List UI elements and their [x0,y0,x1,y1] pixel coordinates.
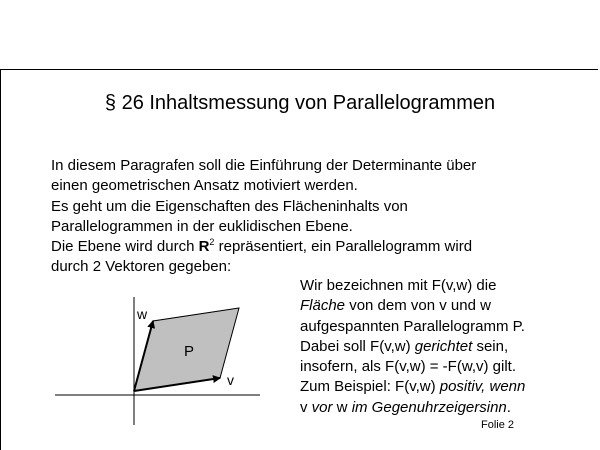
label-w: w [137,306,148,322]
def-line-4-pre: Dabei soll F(v,w) [300,337,415,355]
parallelogram-figure [50,290,260,430]
definition-text [300,276,590,418]
def-positiv: positiv, wenn [439,378,526,396]
slide-title: § 26 Inhaltsmessung von Parallelogrammen [104,92,496,114]
def-line-4 [300,337,590,357]
intro-line-3: Es geht um die Eigenschaften des Flächeninhalts von [51,197,408,215]
intro-line-5 [51,237,571,257]
def-line-6-pre: Zum Beispiel: F(v,w) [300,378,440,396]
def-line-4-post: sein, [472,337,509,355]
intro-line-1: In diesem Paragrafen soll die Einführung der Determinante über [51,157,477,174]
plane-before: Die Ebene wird durch [51,238,199,256]
plane-after: repräsentiert, ein Parallelogramm wird [214,238,473,256]
slide-number: Folie 2 [481,419,515,431]
def-line-7-pre: v [300,398,312,416]
def-line-2 [300,296,590,316]
intro-line-6: durch 2 Vektoren gegeben: [51,258,232,276]
def-line-1: Wir bezeichnen mit F(v,w) die [300,277,497,294]
def-gerichtet: gerichtet [414,337,473,355]
def-line-3: aufgespannten Parallelogramm P. [300,317,525,335]
intro-line-2: einen geometrischen Ansatz motiviert werden. [51,177,358,195]
def-line-6 [300,377,590,397]
def-flaeche: Fläche [300,297,346,315]
plane-symbol: R [198,238,210,256]
label-v: v [227,372,234,388]
def-line-7 [300,398,590,418]
plane-superscript: 2 [209,237,215,248]
def-line-7-post: . [506,398,511,416]
def-line-7-mid: w [332,398,352,416]
def-gegenuhrzeigersinn: im Gegenuhrzeigersinn [351,398,507,416]
label-p: P [184,343,195,360]
def-line-2-rest: von dem von v und w [345,297,491,315]
def-vor: vor [311,398,333,416]
def-line-5: insofern, als F(v,w) = -F(w,v) gilt. [300,358,517,376]
intro-line-4: Parallelogrammen in der euklidischen Ebene. [51,217,353,235]
intro-text [51,156,571,278]
